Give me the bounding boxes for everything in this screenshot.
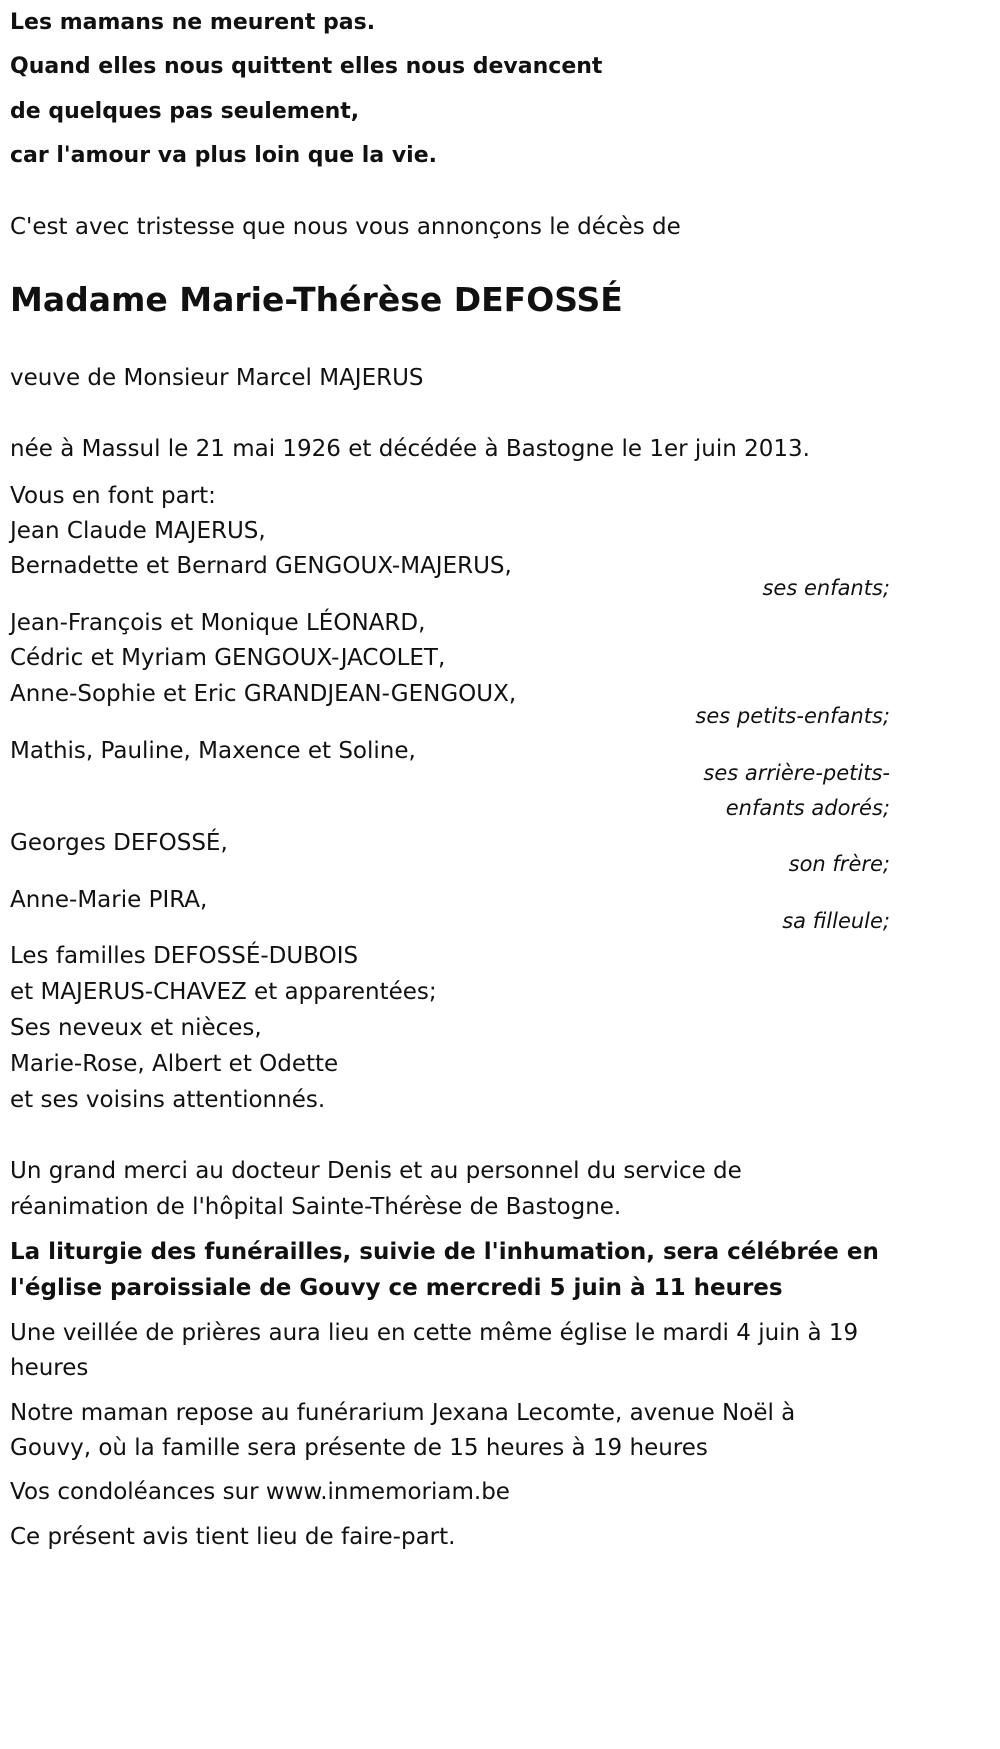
grandchildren-role: ses petits-enfants; — [695, 704, 890, 728]
deceased-name: Madame Marie-Thérèse DEFOSSÉ — [10, 280, 623, 319]
funeral-line-2: l'église paroissiale de Gouvy ce mercredi 5 juin à 11 heures — [10, 1275, 783, 1301]
thanks-line-1: Un grand merci au docteur Denis et au personnel du service de — [10, 1158, 742, 1184]
others-line-1: Les familles DEFOSSÉ-DUBOIS — [10, 943, 359, 969]
poem-line-2: Quand elles nous quittent elles nous devancent — [10, 54, 603, 79]
thanks-line-2: réanimation de l'hôpital Sainte-Thérèse de Bastogne. — [10, 1194, 622, 1220]
poem-line-4: car l'amour va plus loin que la vie. — [10, 143, 437, 168]
rest-line-1: Notre maman repose au funérarium Jexana Lecomte, avenue Noël à — [10, 1400, 796, 1426]
great-grandchildren: Mathis, Pauline, Maxence et Soline, — [10, 738, 416, 764]
poem-line-1: Les mamans ne meurent pas. — [10, 10, 376, 35]
poem-line-3: de quelques pas seulement, — [10, 99, 360, 124]
vigil-line-2: heures — [10, 1355, 89, 1381]
funeral-line-1: La liturgie des funérailles, suivie de l'inhumation, sera célébrée en — [10, 1239, 879, 1265]
grandchild-3: Anne-Sophie et Eric GRANDJEAN-GENGOUX, — [10, 681, 517, 707]
goddaughter: Anne-Marie PIRA, — [10, 887, 208, 913]
others-line-4: Marie-Rose, Albert et Odette — [10, 1051, 339, 1077]
child-1: Jean Claude MAJERUS, — [10, 518, 266, 544]
great-grandchildren-role-1: ses arrière-petits- — [703, 761, 890, 785]
brother-role: son frère; — [788, 852, 890, 876]
child-2: Bernadette et Bernard GENGOUX-MAJERUS, — [10, 553, 512, 579]
notice-text: Ce présent avis tient lieu de faire-part. — [10, 1524, 456, 1550]
others-line-3: Ses neveux et nièces, — [10, 1015, 262, 1041]
grandchild-2: Cédric et Myriam GENGOUX-JACOLET, — [10, 645, 446, 671]
family-intro: Vous en font part: — [10, 483, 216, 509]
widow-of-text: veuve de Monsieur Marcel MAJERUS — [10, 365, 424, 391]
grandchild-1: Jean-François et Monique LÉONARD, — [10, 610, 426, 636]
vigil-line-1: Une veillée de prières aura lieu en cette même église le mardi 4 juin à 19 — [10, 1320, 859, 1346]
goddaughter-role: sa filleule; — [782, 909, 890, 933]
great-grandchildren-role-2: enfants adorés; — [725, 796, 890, 820]
brother: Georges DEFOSSÉ, — [10, 830, 228, 856]
birth-death-text: née à Massul le 21 mai 1926 et décédée à Bastogne le 1er juin 2013. — [10, 436, 810, 462]
others-line-2: et MAJERUS-CHAVEZ et apparentées; — [10, 979, 437, 1005]
rest-line-2: Gouvy, où la famille sera présente de 15 heures à 19 heures — [10, 1435, 708, 1461]
children-role: ses enfants; — [762, 576, 890, 600]
announcement-text: C'est avec tristesse que nous vous annonçons le décès de — [10, 214, 681, 240]
others-line-5: et ses voisins attentionnés. — [10, 1087, 326, 1113]
condolences-text: Vos condoléances sur www.inmemoriam.be — [10, 1479, 510, 1505]
